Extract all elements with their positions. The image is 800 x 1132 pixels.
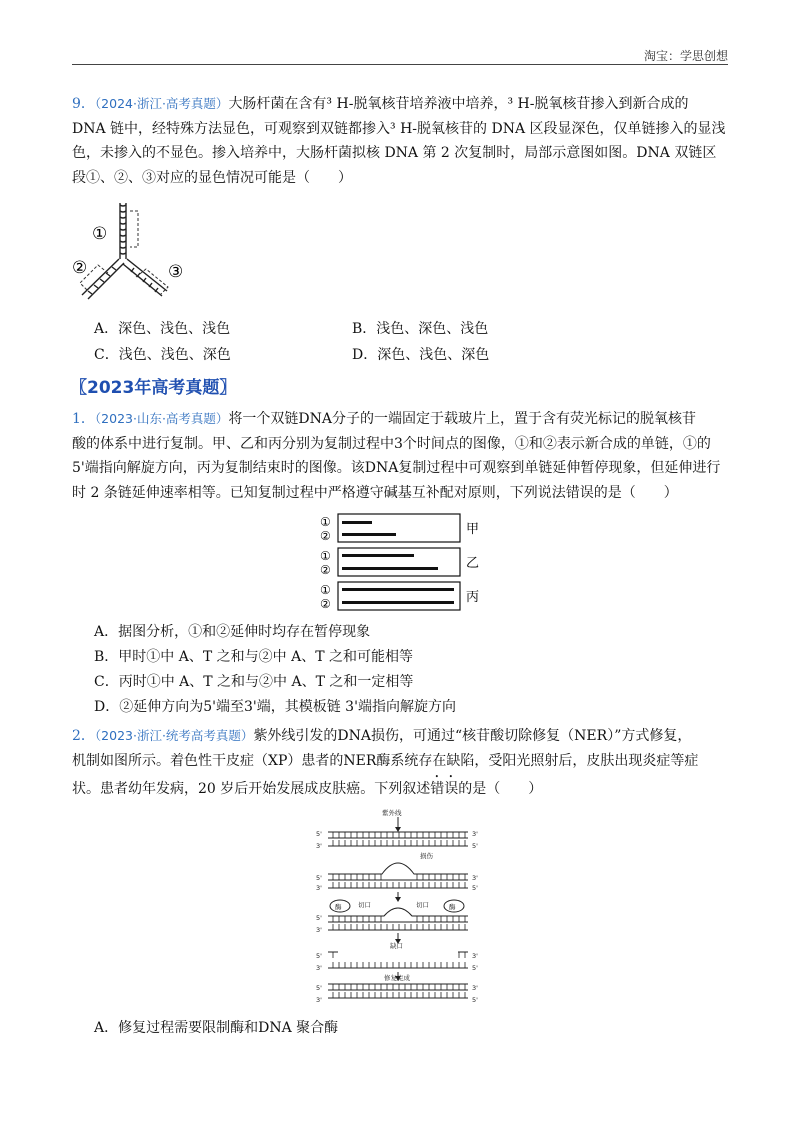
q2-line-3: 状。患者幼年发病，20 岁后开始发展成皮肤癌。下列叙述 — [72, 781, 431, 797]
q2-option-a[interactable]: A．修复过程需要限制酶和DNA 聚合酶 — [94, 1020, 339, 1036]
gap-label: 缺口 — [390, 942, 403, 950]
q9-number: 9． — [72, 96, 95, 112]
bing-label-2: ② — [320, 597, 331, 611]
q9-line-3: 色，未掺入的不显色。掺入培养中，大肠杆菌拟核 DNA 第 2 次复制时，局部示意图如图。DNA 双链区 — [72, 145, 717, 161]
q9-label-1: ① — [92, 224, 108, 244]
row3-3b-label: 3' — [316, 926, 322, 934]
row4-3b-label: 3' — [316, 964, 322, 972]
row1-3-label: 3' — [472, 830, 478, 838]
q2-line-3-end: 的是（ ） — [458, 781, 543, 797]
yi-strand-2-bar — [342, 567, 438, 570]
repair-done-label: 修复完成 — [384, 974, 410, 982]
bing-strand-1-bar — [342, 588, 454, 591]
q2-emphasis: 错误 — [430, 781, 459, 797]
row2-3b-label: 3' — [316, 884, 322, 892]
q2-line-1: 紫外线引发的DNA损伤，可通过“核苷酸切除修复（NER）”方式修复， — [253, 728, 692, 744]
row4-3-label: 3' — [472, 952, 478, 960]
q9-line-1: 大肠杆菌在含有³ H-脱氧核苷培养液中培养，³ H-脱氧核苷掺入到新合成的 — [228, 96, 689, 112]
enzyme-right: 酶 — [449, 903, 456, 911]
q1-line-3: 5'端指向解旋方向，丙为复制结束时的图像。该DNA复制过程中可观察到单链延伸暂停现象，但延伸进行 — [72, 460, 721, 476]
row5-3-label: 3' — [472, 984, 478, 992]
yi-label-1: ① — [320, 549, 331, 563]
q9-replication-fork-figure — [72, 195, 202, 310]
jia-strand-2-bar — [342, 533, 396, 536]
q9-option-c[interactable]: C．浅色、浅色、深色 — [94, 347, 231, 363]
q9-line-4: 段①、②、③对应的显色情况可能是（ ） — [72, 169, 352, 186]
q1-stem — [72, 407, 728, 505]
panel-label-yi: 乙 — [466, 556, 480, 571]
q2-line-2: 机制如图所示。着色性干皮症（XP）患者的NER酶系统存在缺陷，受阳光照射后，皮肤出现炎症等症 — [72, 752, 699, 769]
q9-source: （2024·浙江·高考真题） — [94, 96, 229, 111]
row2-3-label: 3' — [472, 874, 478, 882]
q2-ner-figure — [312, 808, 492, 1008]
q1-number: 1． — [72, 411, 95, 427]
cut-label-left: 切口 — [358, 901, 371, 909]
q2-number: 2． — [72, 728, 95, 744]
row4-5-label: 5' — [316, 952, 322, 960]
q1-option-d[interactable]: D．②延伸方向为5'端至3'端，其模板链 3'端指向解旋方向 — [94, 699, 456, 715]
row1-5-label: 5' — [316, 830, 322, 838]
row1-3b-label: 3' — [316, 842, 322, 850]
enzyme-left: 酶 — [335, 903, 342, 911]
jia-label-2: ② — [320, 529, 331, 543]
q1-option-b[interactable]: B．甲时①中 A、T 之和与②中 A、T 之和可能相等 — [94, 649, 413, 665]
q1-line-1: 将一个双链DNA分子的一端固定于载玻片上，置于含有荧光标记的脱氧核苷 — [228, 411, 697, 427]
bing-strand-2-bar — [342, 601, 454, 604]
q9-line-2: DNA 链中，经特殊方法显色，可观察到双链都掺入³ H-脱氧核苷的 DNA 区段显深色，仅单链掺入的显浅 — [72, 120, 726, 137]
q2-stem — [72, 724, 728, 802]
q1-source: （2023·山东·高考真题） — [94, 411, 229, 426]
q9-stem — [72, 92, 728, 190]
jia-label-1: ① — [320, 515, 331, 529]
row2-5b-label: 5' — [472, 884, 478, 892]
panel-bing — [320, 582, 479, 611]
header-divider — [72, 64, 728, 65]
q1-line-2: 酸的体系中进行复制。甲、乙和丙分别为复制过程中3个时间点的图像，①和②表示新合成的单链，①的 — [72, 435, 711, 452]
damage-label: 损伤 — [420, 852, 433, 860]
q9-label-3: ③ — [168, 262, 184, 282]
panel-label-bing: 丙 — [466, 590, 480, 605]
q1-option-a[interactable]: A．据图分析，①和②延伸时均存在暂停现象 — [94, 624, 371, 640]
q9-option-b[interactable]: B．浅色、深色、浅色 — [352, 321, 489, 337]
row5-5b-label: 5' — [472, 996, 478, 1004]
q9-label-2: ② — [72, 258, 88, 278]
q1-option-c[interactable]: C．丙时①中 A、T 之和与②中 A、T 之和一定相等 — [94, 674, 414, 690]
q9-option-a[interactable]: A．深色、浅色、浅色 — [94, 321, 231, 337]
row2-5-label: 5' — [316, 874, 322, 882]
jia-strand-1-bar — [342, 521, 372, 524]
row3-5-label: 5' — [316, 914, 322, 922]
yi-strand-1-bar — [342, 554, 414, 557]
panel-jia — [320, 514, 479, 543]
yi-label-2: ② — [320, 563, 331, 577]
cut-label-right: 切口 — [416, 901, 429, 909]
q1-strand-figure — [318, 513, 488, 613]
uv-label: 紫外线 — [382, 809, 402, 817]
row5-3b-label: 3' — [316, 996, 322, 1004]
q1-line-4: 时 2 条链延伸速率相等。已知复制过程中严格遵守碱基互补配对原则，下列说法错误的是（ ） — [72, 484, 678, 501]
row4-5b-label: 5' — [472, 964, 478, 972]
bing-label-1: ① — [320, 583, 331, 597]
row1-5b-label: 5' — [472, 842, 478, 850]
header-text: 淘宝：学思创想 — [643, 49, 728, 63]
panel-label-jia: 甲 — [466, 522, 480, 537]
panel-yi — [320, 548, 479, 577]
q2-source: （2023·浙江·统考高考真题） — [94, 728, 254, 743]
row5-5-label: 5' — [316, 984, 322, 992]
q9-option-d[interactable]: D．深色、浅色、深色 — [352, 347, 490, 363]
section-title: 〖2023年高考真题〗 — [70, 378, 237, 398]
